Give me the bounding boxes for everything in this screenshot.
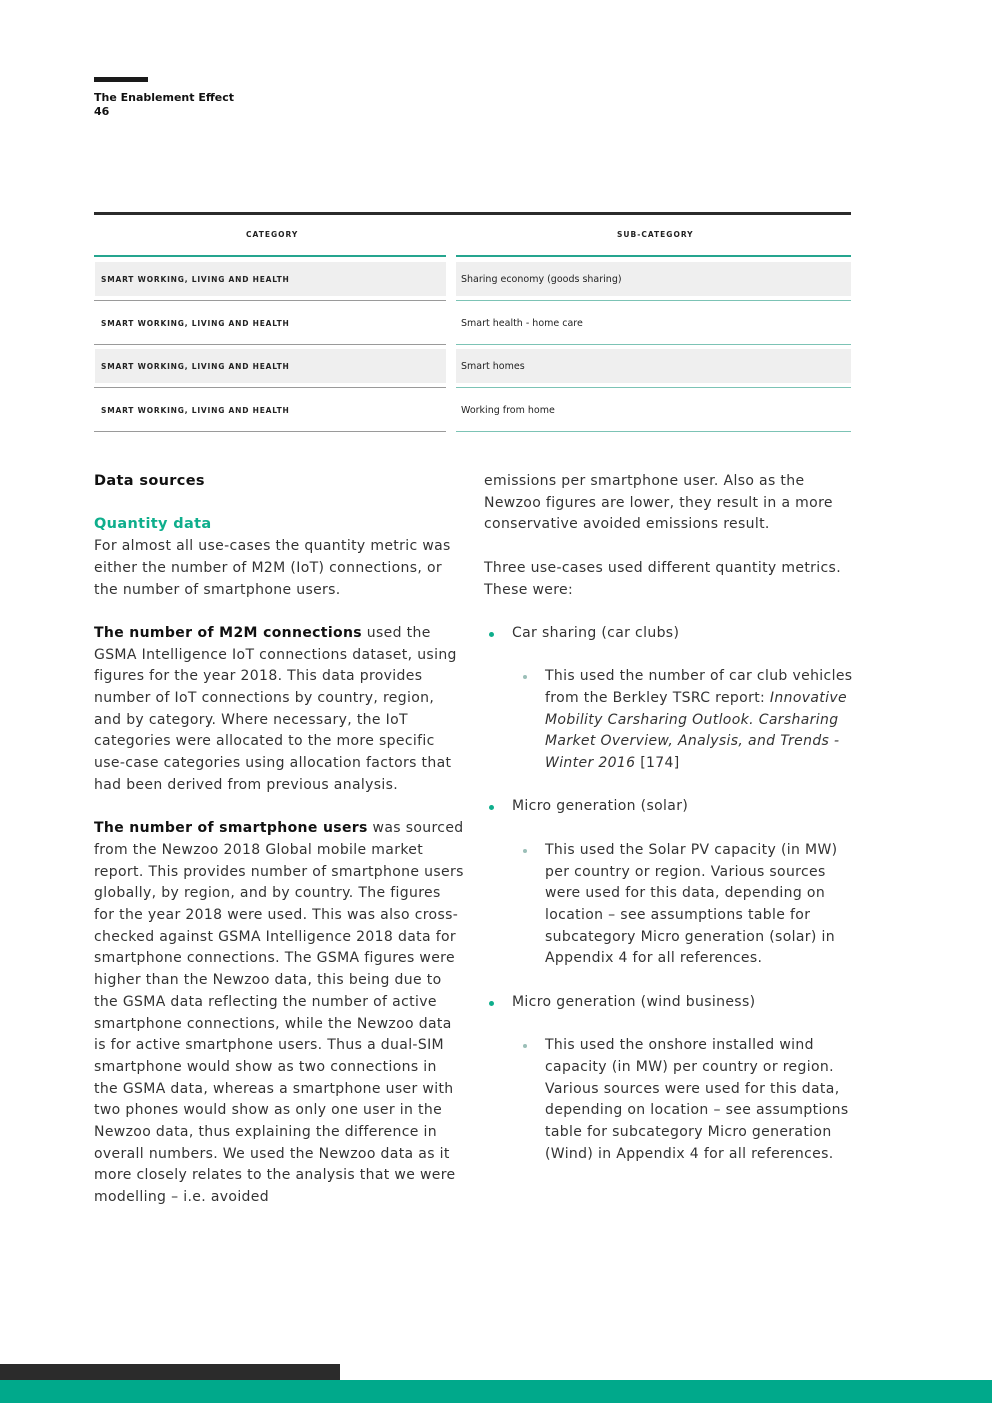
category-cell: SMART WORKING, LIVING AND HEALTH (101, 362, 290, 371)
page-number: 46 (94, 105, 110, 118)
table-row (94, 389, 851, 432)
sub-category-cell: Sharing economy (goods sharing) (461, 274, 622, 285)
section-heading: Data sources (94, 473, 205, 489)
left-column (94, 471, 464, 1231)
list-item: Micro generation (solar) (484, 796, 854, 818)
list-subitem: This used the onshore installed wind capacity (in MW) per country or region. Various sources were used for this data, depending on location – see assumptions table for subcategory Micro generation (Wind) in Appendix 4 for all references. (484, 1035, 854, 1165)
paragraph: The number of M2M connections used the GSMA Intelligence IoT connections dataset, using figures for the year 2018. This data provides number of IoT connections by country, region, and by category. Where necessary, the IoT categories were allocated to the more specific use-case categories using allocation factors that had been derived from previous analysis. (94, 624, 457, 793)
sub-category-cell: Working from home (461, 405, 555, 416)
running-header (94, 91, 234, 119)
list-subitem: This used the number of car club vehicles from the Berkley TSRC report: Innovative Mobility Carsharing Outlook. Carsharing Market Overview, Analysis, and Trends - Winter 2016 [174] (484, 666, 854, 775)
list-item: Car sharing (car clubs) (484, 623, 854, 645)
category-table (94, 212, 851, 416)
category-cell: SMART WORKING, LIVING AND HEALTH (101, 275, 290, 284)
category-cell: SMART WORKING, LIVING AND HEALTH (101, 319, 290, 328)
header-category: CATEGORY (246, 230, 299, 239)
list-subitem: This used the Solar PV capacity (in MW) per country or region. Various sources were used for this data, depending on location – see assumptions table for subcategory Micro generation (solar) in Appendix 4 for all references. (484, 840, 854, 970)
header-rule (94, 77, 148, 82)
list-item: Micro generation (wind business) (484, 992, 854, 1014)
header-sub-category: SUB-CATEGORY (617, 230, 694, 239)
paragraph: emissions per smartphone user. Also as the Newzoo figures are lower, they result in a more conservative avoided emissions result. (484, 473, 833, 533)
table-row (94, 345, 851, 388)
paragraph: The number of smartphone users was sourced from the Newzoo 2018 Global mobile market report. This provides number of smartphone users globally, by region, and by country. The figures for the year 2018 were used. This was also cross-checked against GSMA Intelligence 2018 data for smartphone connections. The GSMA figures were higher than the Newzoo data, this being due to the GSMA data reflecting the number of active smartphone connections, while the Newzoo data is for active smartphone users. Thus a dual-SIM smartphone would show as two connections in the GSMA data, whereas a smartphone user with two phones would show as only one user in the Newzoo data, thus explaining the difference in overall numbers. We used the Newzoo data as it more closely relates to the analysis that we were modelling – i.e. avoided (94, 820, 464, 1206)
paragraph: Three use-cases used different quantity metrics. These were: (484, 559, 841, 598)
right-column (484, 471, 854, 1187)
footer-dark-bar (0, 1364, 340, 1380)
subsection-heading: Quantity data (94, 516, 212, 533)
footer-accent-bar (0, 1380, 992, 1403)
sub-category-cell: Smart health - home care (461, 318, 583, 329)
category-cell: SMART WORKING, LIVING AND HEALTH (101, 406, 290, 415)
document-title: The Enablement Effect (94, 91, 235, 104)
bullet-list (484, 623, 854, 1166)
table-row (94, 258, 851, 301)
header-rule-left (94, 255, 446, 257)
sub-category-cell: Smart homes (461, 361, 525, 372)
paragraph: For almost all use-cases the quantity metric was either the number of M2M (IoT) connections, or the number of smartphone users. (94, 538, 451, 598)
table-row (94, 302, 851, 345)
header-rule-right (456, 255, 851, 257)
